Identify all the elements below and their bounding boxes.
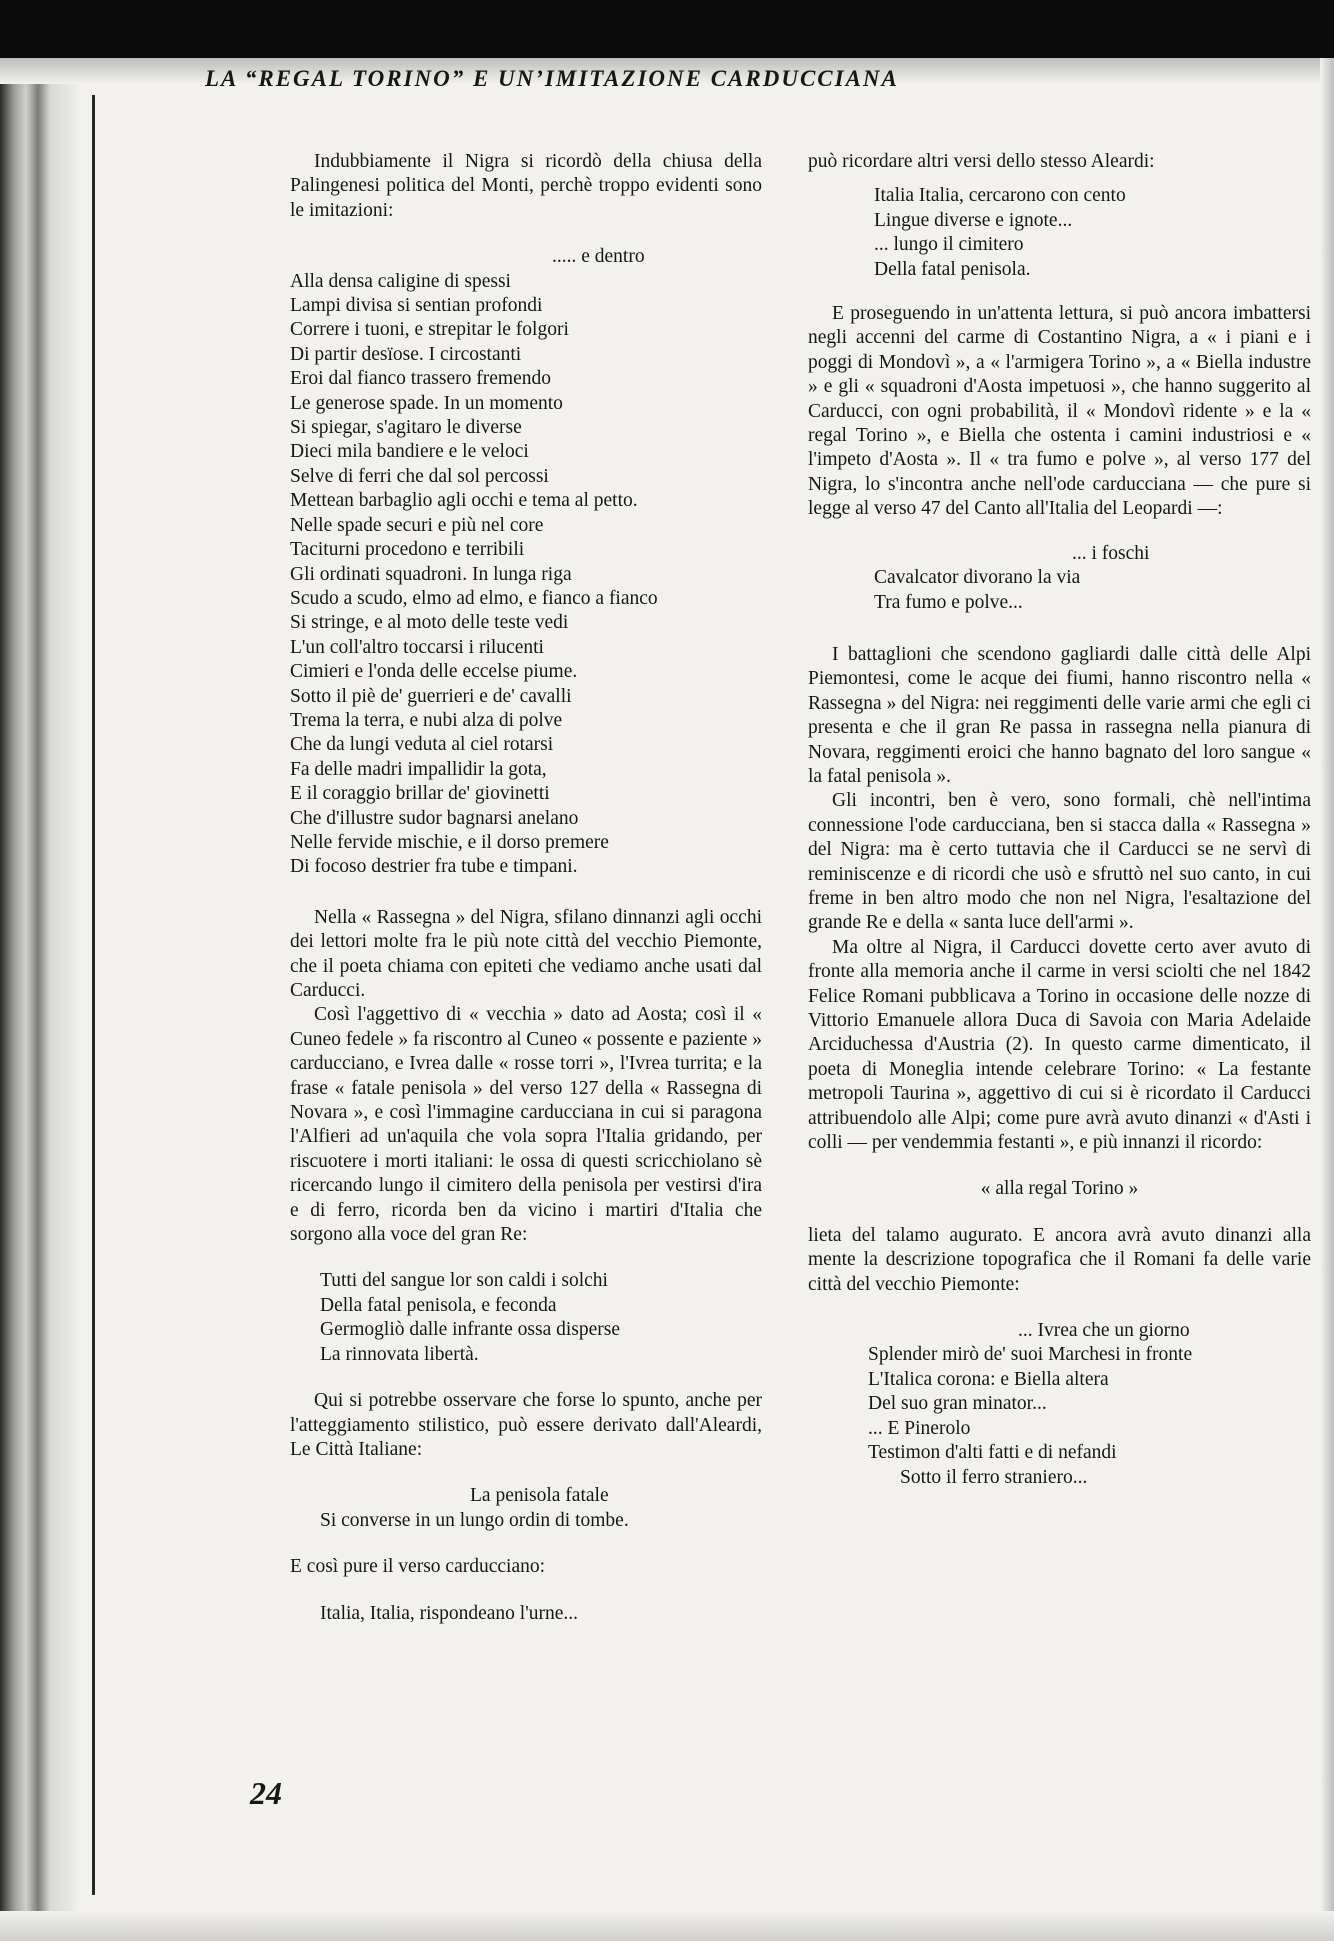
verse-line: Alla densa caligine di spessi [290,270,511,292]
verse-line: ... Ivrea che un giorno [1018,1320,1190,1342]
verse-line: Di partir desïose. I circostanti [290,343,522,365]
verse-line: Lingue diverse e ignote... [874,209,1073,231]
verse-line: Italia, Italia, rispondeano l'urne... [320,1602,579,1624]
verse-line: Gli ordinati squadroni. In lunga riga [290,563,572,585]
paragraph: E così pure il verso carducciano: [290,1556,546,1578]
verse-line: ... i foschi [1072,542,1150,564]
verse-block-monti [290,245,762,880]
paragraph: Nella « Rassegna » del Nigra, sfilano dinnanzi agli occhi dei lettori molte fra le più note città del vecchio Piemonte, che il poeta chiama con epiteti che vediamo anche usati dal Carducci. [290,906,762,1001]
verse-line: Selve di ferri che dal sol percossi [290,465,549,487]
verse-line: Fa delle madri impallidir la gota, [290,758,547,780]
verse-line: Scudo a scudo, elmo ad elmo, e fianco a fianco [290,587,658,609]
paragraph: Ma oltre al Nigra, il Carducci dovette certo aver avuto di fronte alla memoria anche il carme in versi sciolti che nel 1842 Felice Romani pubblicava a Torino in occasione delle nozze di Vittorio Emanuele allora Duca di Savoia con Maria Adelaide Arciduchessa d'Austria (2). In questo carme dimenticato, il poeta di Moneglia intende celebrare Torino: « La festante metropoli Taurina », aggettivo di cui si è ricordato il Carducci attribuendolo alle Alpi; come pure avrà avuto dinanzi « d'Asti i colli — per vendemmia festanti », e più innanzi il ricordo: [808,936,1311,1154]
verse-line: Tra fumo e polve... [874,591,1023,613]
page-number: 24 [250,1775,282,1811]
paragraph: E proseguendo in un'attenta lettura, si può ancora imbattersi negli accenni del carme di Costantino Nigra, a « i piani e i poggi di Mondovì », a « l'armigera Torino », a « Biella industre » e gli « squadroni d'Aosta impetuosi », che hanno suggerito al Carducci, con ogni probabilità, il « Mondovì ridente » e la « regal Torino », e Biella che ostenta i camini industriosi e « l'impeto d'Aosta ». Il « tra fumo e polve », al verso 177 del Nigra, lo s'incontra anche nell'ode carducciana — che pure si legge al verso 47 del Canto all'Italia del Leopardi —: [808,303,1311,520]
verse-block-aleardi [290,1484,762,1533]
verse-line: Italia Italia, cercarono con cento [874,185,1126,207]
verse-line: Lampi divisa si sentian profondi [290,295,543,317]
right-column [808,150,1311,1490]
verse-line: Nelle fervide mischie, e il dorso premere [290,831,609,853]
verse-line: Nelle spade securi e più nel core [290,514,544,536]
verse-line: ... E Pinerolo [868,1417,971,1439]
book-spine-shadow [0,0,78,1941]
verse-line: Che da lungi veduta al ciel rotarsi [290,734,554,756]
paragraph: Così l'aggettivo di « vecchia » dato ad Aosta; così il « Cuneo fedele » fa riscontro al Cuneo « possente e paziente » carducciano, e Ivrea dalle « rosse torri », l'Ivrea turrita; e la frase « fatale penisola » del verso 127 della « Rassegna di Novara », e così l'immagine carducciana in cui si paragona l'Alfieri ad un'aquila che vola sopra l'Italia gridando, per riscuotere i morti italiani: le ossa di questi scricchiolano sè ricercando lungo il cimitero della penisola per vestirsi d'ira e di ferro, ricorda ben da vicino i martiri d'Italia che sorgono alla voce del gran Re: [290,1004,762,1246]
paragraph: I battaglioni che scendono gagliardi dalle città delle Alpi Piemontesi, come le acque dei fiumi, hanno riscontro nella « Rassegna » del Nigra: nei reggimenti delle varie armi che egli ci presenta e che il gran Re passa in rassegna nella pianura di Novara, reggimenti eroici che hanno bagnato del loro sangue « la fatal penisola ». [808,643,1311,787]
verse-line: Si converse in un lungo ordin di tombe. [320,1509,629,1531]
verse-line: Tutti del sangue lor son caldi i solchi [320,1270,608,1292]
verse-line: L'un coll'altro toccarsi i rilucenti [290,636,544,658]
verse-block-carducci [290,1602,762,1626]
verse-line: Si spiegar, s'agitaro le diverse [290,417,522,439]
verse-line: ..... e dentro [552,246,645,268]
verse-line: Eroi dal fianco trassero fremendo [290,368,551,390]
verse-line: Sotto il ferro straniero... [900,1466,1088,1488]
verse-line: La penisola fatale [470,1485,609,1507]
paragraph: Qui si potrebbe osservare che forse lo spunto, anche per l'atteggiamento stilistico, può essere derivato dall'Aleardi, Le Città Italiane: [290,1390,762,1460]
right-page-edge [1320,58,1334,1941]
verse-line: Dieci mila bandiere e le veloci [290,441,529,463]
verse-line: Testimon d'alti fatti e di nefandi [868,1442,1117,1464]
verse-line: L'Italica corona: e Biella altera [868,1368,1109,1390]
verse-line: E il coraggio brillar de' giovinetti [290,783,550,805]
verse-line: Le generose spade. In un momento [290,392,563,414]
paragraph: lieta del talamo augurato. E ancora avrà avuto dinanzi alla mente la descrizione topografica che il Romani fa delle varie città del vecchio Piemonte: [808,1224,1311,1295]
verse-block-aleardi-2 [808,184,1311,282]
verse-line: Taciturni procedono e terribili [290,539,525,561]
verse-block-nigra [290,1269,762,1367]
verse-line: Che d'illustre sudor bagnarsi anelano [290,807,579,829]
verse-line: Si stringe, e al moto delle teste vedi [290,612,569,634]
verse-line: Del suo gran minator... [868,1393,1047,1415]
verse-line: Sotto il piè de' guerrieri e de' cavalli [290,685,572,707]
verse-block-romani [808,1319,1311,1490]
verse-line: Trema la terra, e nubi alza di polve [290,709,563,731]
top-scan-border [0,0,1334,58]
verse-line: Cavalcator divorano la via [874,567,1081,589]
verse-line: Della fatal penisola. [874,258,1031,280]
verse-line: Cimieri e l'onda delle eccelse piume. [290,661,578,683]
verse-line: Germogliò dalle infrante ossa disperse [320,1319,620,1341]
bottom-page-edge [0,1911,1334,1941]
verse-line: Della fatal penisola, e feconda [320,1294,557,1316]
running-header: LA “REGAL TORINO” E UN’IMITAZIONE CARDUCCIANA [205,66,899,91]
verse-line: ... lungo il cimitero [874,234,1024,256]
verse-block-leopardi [808,542,1311,615]
verse-line: Mettean barbaglio agli occhi e tema al petto. [290,490,638,512]
verse-line: Correre i tuoni, e strepitar le folgori [290,319,569,341]
paragraph: Gli incontri, ben è vero, sono formali, chè nell'intima connessione l'ode carducciana, ben si stacca dalla « Rassegna » del Nigra: ma è certo tuttavia che il Carducci se ne servì di reminiscenze e di ricordi che usò e sfruttò nel suo canto, in cui freme in ben altro modo che non nel Nigra, l'esaltazione del grande Re e della « santa luce dell'armi ». [808,790,1311,934]
margin-rule [92,95,95,1895]
quote-line: « alla regal Torino » [980,1178,1139,1200]
paragraph: Indubbiamente il Nigra si ricordò della chiusa della Palingenesi politica del Monti, perchè troppo evidenti sono le imitazioni: [290,151,762,221]
left-column [290,150,762,1626]
paragraph: può ricordare altri versi dello stesso Aleardi: [808,151,1155,172]
verse-line: Di focoso destrier fra tube e timpani. [290,856,578,878]
verse-line: La rinnovata libertà. [320,1343,479,1365]
verse-line: Splender mirò de' suoi Marchesi in fronte [868,1344,1193,1366]
